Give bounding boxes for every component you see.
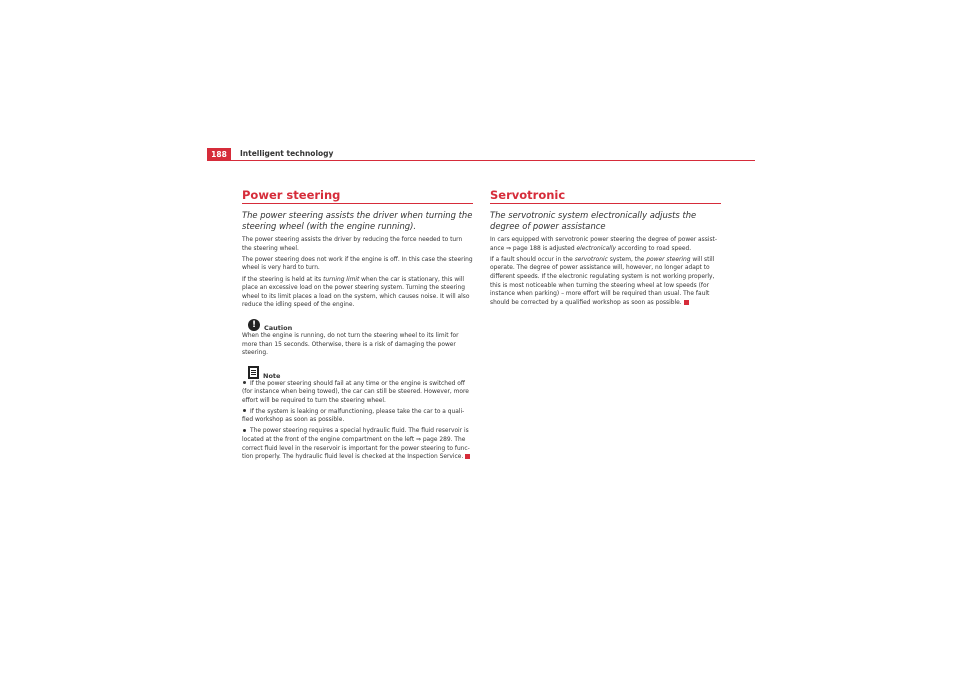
lead-text: The power steering assists the driver when turning the steering wheel (with the engine running). (242, 210, 473, 231)
running-title: Intelligent technology (240, 149, 334, 158)
paragraph: If the steering is held at its turning limit when the car is stationary, this will place an excessive load on the power steering system. Turning the steering wheel to its limit places a load on the system, which causes noise. It will also reduce the idling speed of the engine. (242, 276, 470, 309)
header-rule (231, 160, 755, 161)
paragraph: The power steering does not work if the engine is off. In this case the steering wheel is very hard to turn. (242, 256, 473, 272)
note-label: Note (263, 371, 281, 380)
title-divider (490, 203, 721, 204)
section-title-power-steering: Power steering (242, 188, 341, 202)
left-column (242, 189, 473, 464)
caution-text: When the engine is running, do not turn the steering wheel to its limit for more than 15 seconds. Otherwise, there is a risk of damaging the power steering. (242, 332, 459, 357)
caution-header (242, 318, 473, 332)
paragraph: The power steering assists the driver by reducing the force needed to turn the steering wheel. (242, 237, 463, 252)
caution-label: Caution (264, 323, 293, 332)
page-number: 188 (207, 148, 231, 161)
note-icon (248, 366, 259, 379)
section-title-servotronic: Servotronic (490, 188, 566, 202)
list-item: The power steering requires a special hydraulic fluid. The fluid reservoir is located at the front of the engine compartment on the left ⇒ page 289. The correct fluid level in the reservoir is important for the power steering to func-tion properly. The hydraulic fluid level is checked at the Inspection Service. (242, 428, 470, 461)
lead-text: The servotronic system electronically adjusts the degree of power assistance (490, 210, 697, 231)
paragraph: If a fault should occur in the servotronic system, the power steering will still operate. The degree of power assistance will, however, no longer adapt to different speeds. If the electronic regulating system is not working properly, this is most noticeable when turning the steering wheel at low speeds (for instance when parking) – more effort will be required than usual. The fault should be corrected by a qualified workshop as soon as possible. (490, 256, 715, 306)
caution-icon: ! (248, 319, 260, 331)
end-of-section-icon (684, 300, 689, 305)
right-column (490, 189, 721, 310)
title-divider (242, 203, 473, 204)
paragraph: In cars equipped with servotronic power steering the degree of power assist-ance ⇒ page 188 is adjusted electronically according to road speed. (490, 237, 717, 252)
note-header (242, 366, 473, 380)
list-item: If the system is leaking or malfunctioning, please take the car to a quali-fied workshop as soon as possible. (242, 408, 465, 424)
list-item: If the power steering should fail at any time or the engine is switched off (for instance when being towed), the car can still be steered. However, more effort will be required to turn the steering wheel. (242, 380, 469, 404)
end-of-section-icon (465, 454, 470, 459)
